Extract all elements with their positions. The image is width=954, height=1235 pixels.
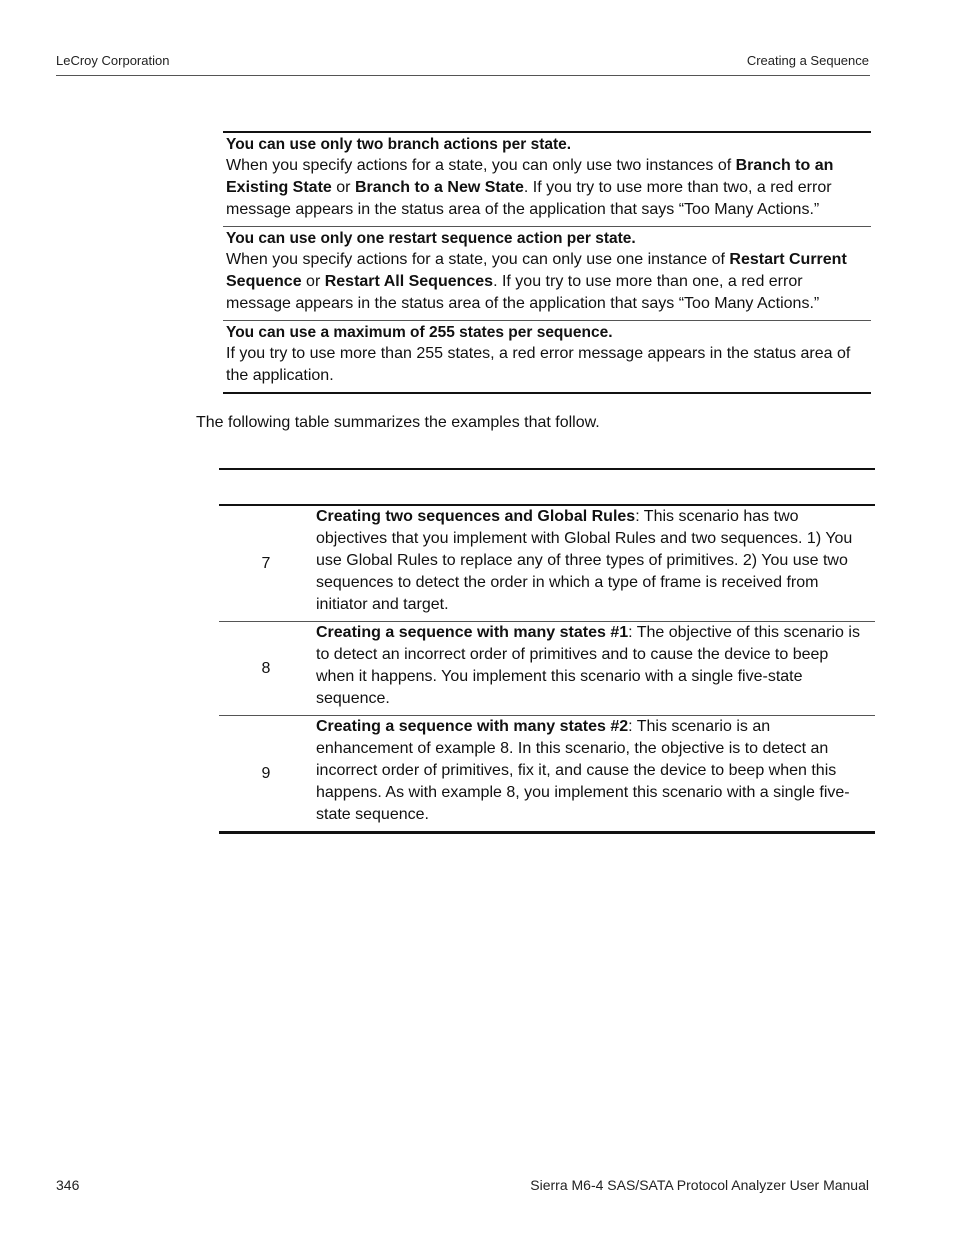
page-number: 346 <box>56 1177 80 1193</box>
examples-table <box>219 504 875 834</box>
rule-row <box>223 133 871 226</box>
example-number: 8 <box>261 659 271 677</box>
intro-paragraph: The following table summarizes the examples that follow. <box>196 414 600 431</box>
table-row <box>219 715 875 831</box>
rules-table <box>223 131 871 394</box>
header-section-title: Creating a Sequence <box>746 53 869 68</box>
footer-manual-title: Sierra M6-4 SAS/SATA Protocol Analyzer User Manual <box>530 1177 869 1193</box>
table-row <box>219 506 875 621</box>
rule-heading: You can use only one restart sequence action per state. <box>226 230 636 247</box>
example-description: Creating a sequence with many states #2: This scenario is an enhancement of example 8. In this scenario, the objective is to detect an incorrect order of primitives, fix it, and cause the device to beep when this happens. As with example 8, you implement this scenario with a single five-state sequence. <box>316 718 850 823</box>
table-header-rule <box>219 468 875 470</box>
example-description: Creating a sequence with many states #1: The objective of this scenario is to detect an incorrect order of primitives and to cause the device to beep when it happens. You implement this scenario with a single five-state sequence. <box>316 624 860 707</box>
rule-row <box>223 320 871 392</box>
rule-heading: You can use only two branch actions per state. <box>226 136 572 153</box>
rule-body: When you specify actions for a state, you can only use one instance of Restart Current Sequence or Restart All Sequences. If you try to use more than one, a red error message appears in the status area of the application that says “Too Many Actions.” <box>226 251 847 312</box>
rule-body: When you specify actions for a state, you can only use two instances of Branch to an Existing State or Branch to a New State. If you try to use more than two, a red error message appears in the status area of the application that says “Too Many Actions.” <box>226 157 834 218</box>
header-rule <box>56 75 870 76</box>
rule-heading: You can use a maximum of 255 states per sequence. <box>226 324 613 341</box>
header-company: LeCroy Corporation <box>56 53 170 68</box>
example-number: 9 <box>261 764 271 782</box>
rule-body: If you try to use more than 255 states, a red error message appears in the status area of the application. <box>226 345 851 384</box>
example-description: Creating two sequences and Global Rules: This scenario has two objectives that you implement with Global Rules and two sequences. 1) You use Global Rules to replace any of three types of primitives. 2) You use two sequences to detect the order in which a type of frame is received from initiator and target. <box>316 508 853 613</box>
example-number: 7 <box>261 554 271 572</box>
rule-row <box>223 226 871 320</box>
table-row <box>219 621 875 715</box>
